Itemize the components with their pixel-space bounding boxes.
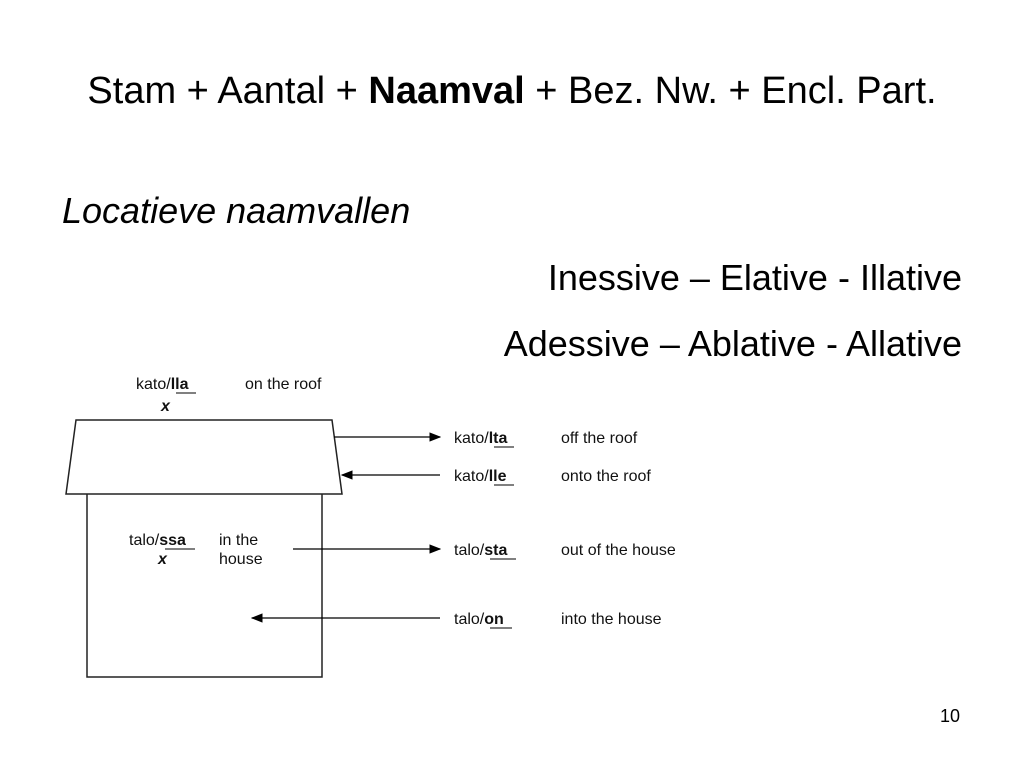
- slide-subtitle: Locatieve naamvallen: [62, 190, 411, 231]
- roof-shape: [66, 420, 342, 494]
- inessive-gloss-line2: house: [219, 551, 263, 568]
- cases-line-1: Inessive – Elative - Illative: [547, 257, 962, 298]
- ablative-gloss: off the roof: [561, 430, 638, 447]
- inessive-x-mark: x: [158, 551, 167, 568]
- allative-gloss: onto the roof: [561, 468, 651, 485]
- adessive-form: kato/lla: [136, 376, 189, 393]
- adessive-x-mark: x: [161, 398, 170, 415]
- ablative-form: kato/lta: [454, 430, 508, 447]
- allative-form: kato/lle: [454, 468, 507, 485]
- elative-form: talo/sta: [454, 542, 508, 559]
- title-bold-word: Naamval: [368, 70, 525, 112]
- cases-line-2: Adessive – Ablative - Allative: [503, 323, 962, 364]
- elative-gloss: out of the house: [561, 542, 676, 559]
- illative-gloss: into the house: [561, 611, 662, 628]
- adessive-gloss: on the roof: [245, 376, 322, 393]
- inessive-form: talo/ssa: [129, 532, 186, 549]
- inessive-gloss-line1: in the: [219, 532, 259, 549]
- house-walls: [87, 494, 322, 677]
- title-part-2: + Bez. Nw. + Encl. Part.: [524, 70, 937, 112]
- title-part-1: Stam + Aantal +: [87, 70, 369, 112]
- page-number: 10: [940, 706, 961, 726]
- illative-form: talo/on: [454, 611, 504, 628]
